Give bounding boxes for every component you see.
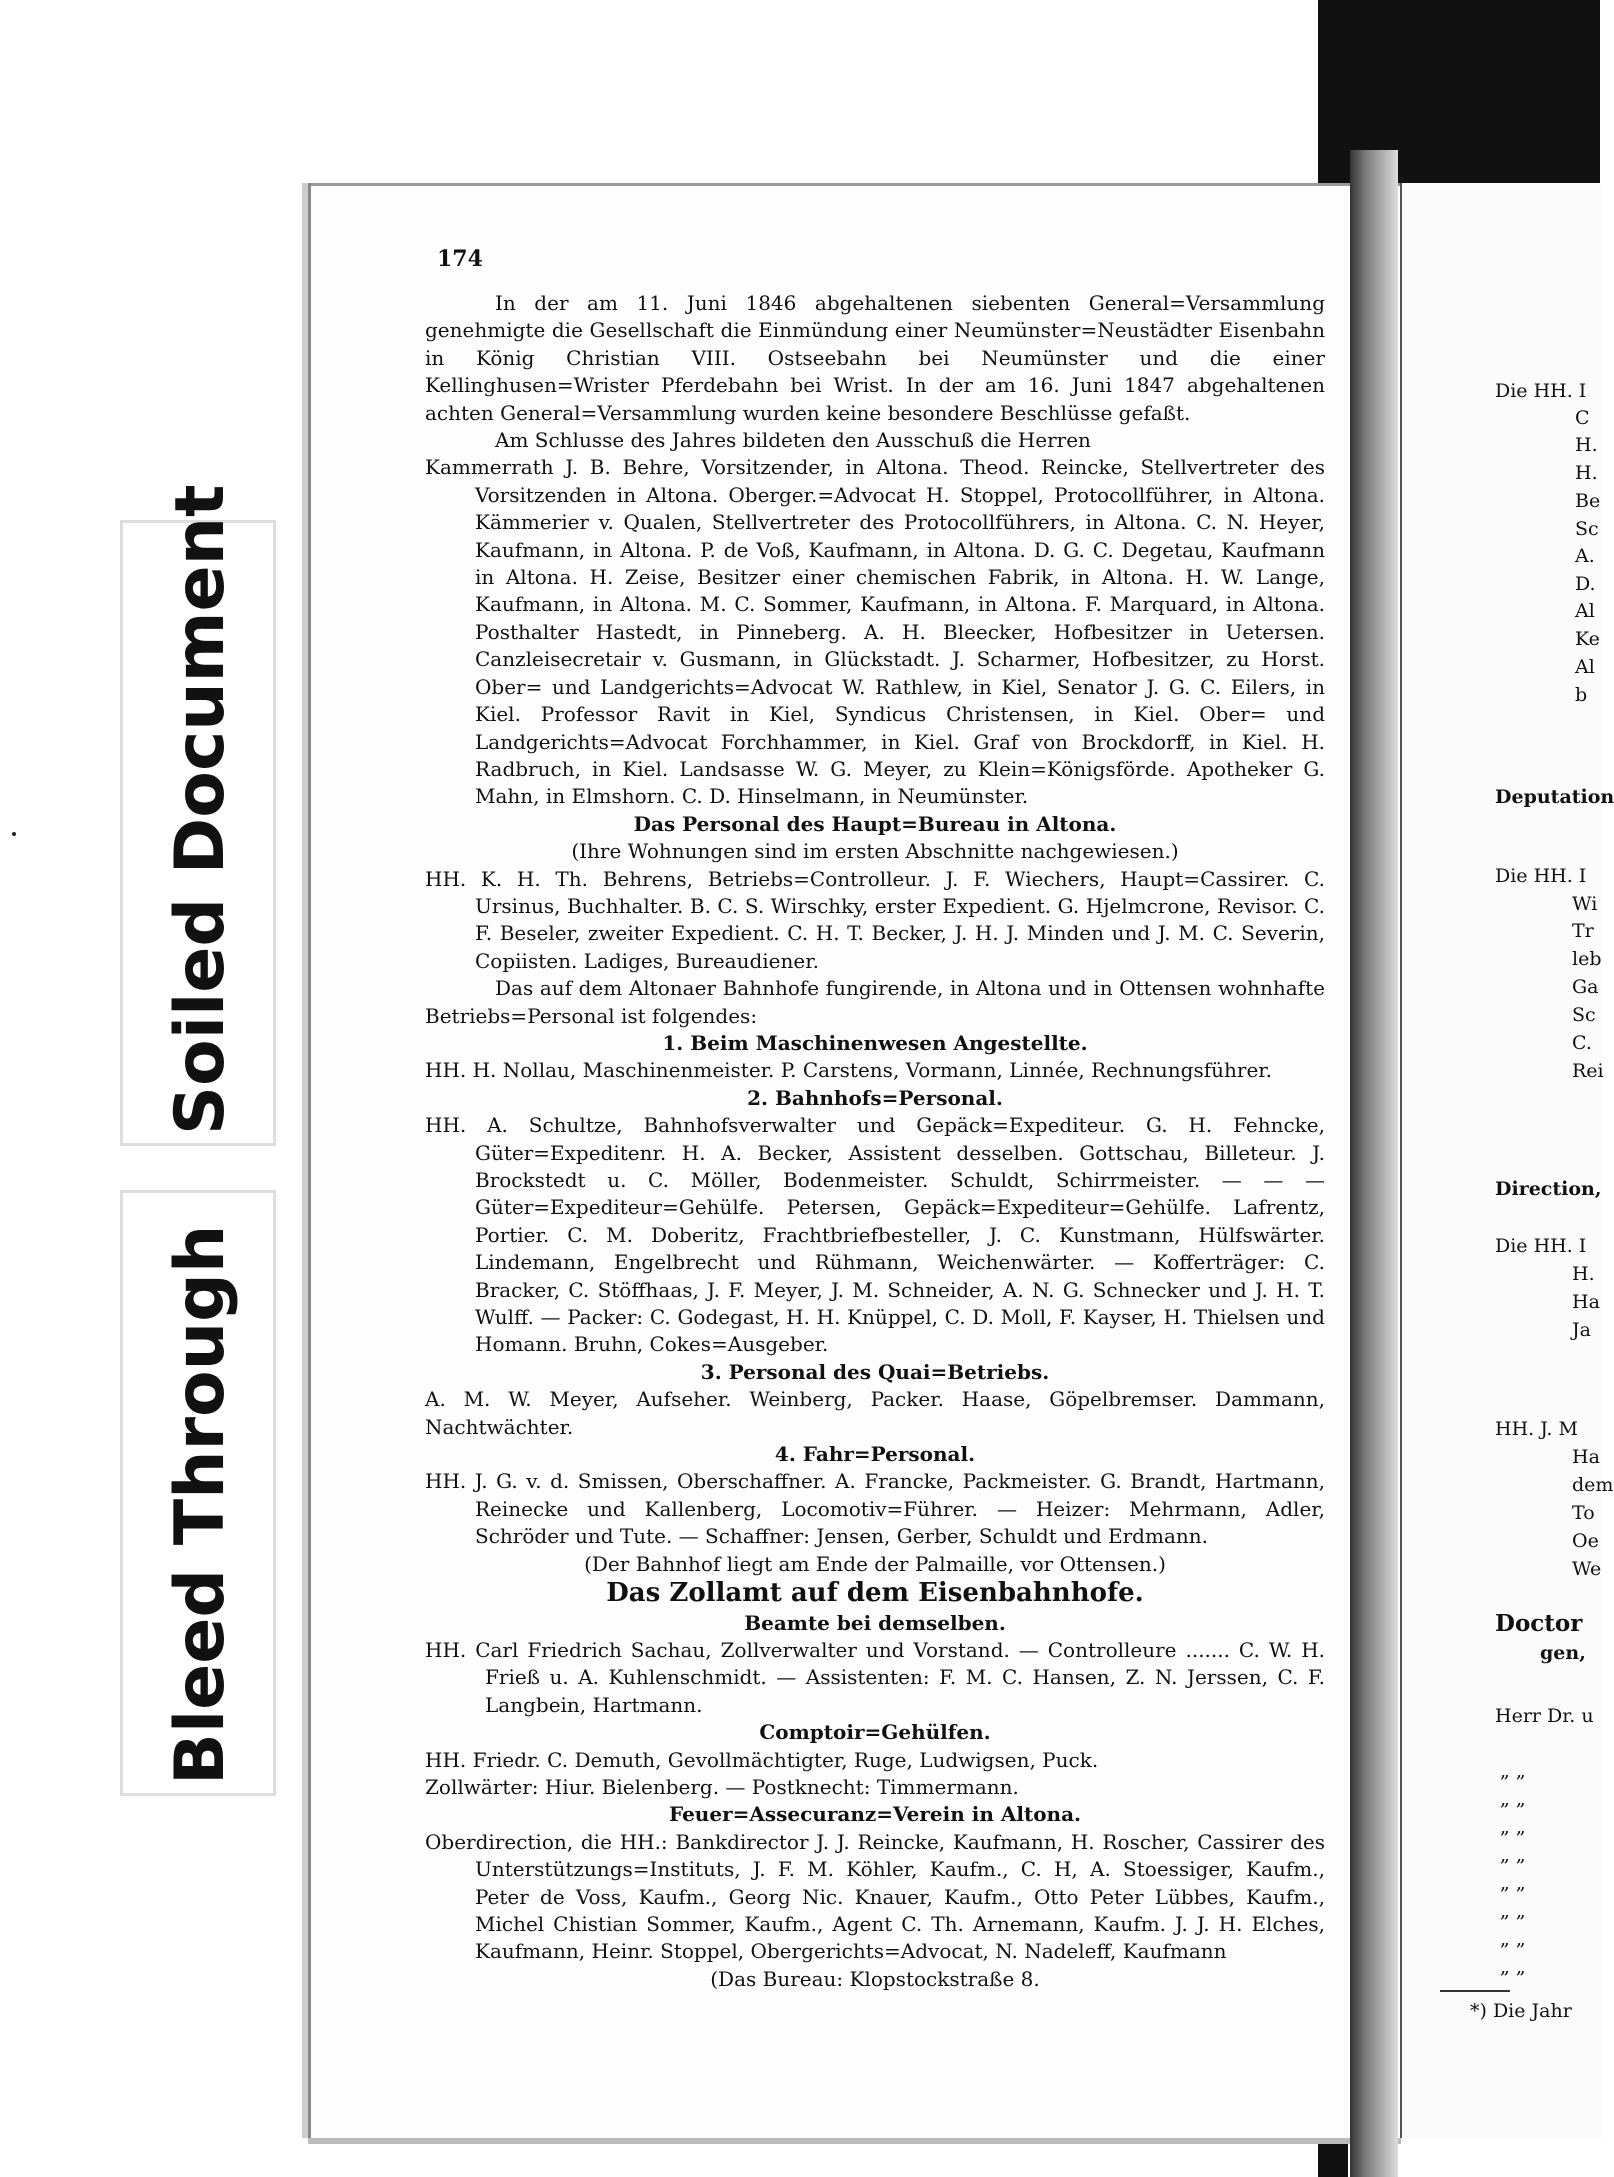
footnote: *) Die Jahr (1470, 2000, 1572, 2022)
right-fragment: H. (1572, 1263, 1595, 1285)
heading-personal-haupt-bureau: Das Personal des Haupt=Bureau in Altona. (633, 811, 1117, 836)
subheading-wohnungen: (Ihre Wohnungen sind im ersten Abschnitte nachgewiesen.) (571, 839, 1179, 864)
right-fragment: A. (1575, 545, 1595, 567)
soiled-document-label (120, 484, 276, 1146)
right-fragment: HH. J. M (1495, 1418, 1578, 1440)
paragraph-fahr-personal: HH. J. G. v. d. Smissen, Oberschaffner. A. Francke, Packmeister. G. Brandt, Hartmann, Reinecke und Kallenberg, Locomotiv=Führer. — Heizer: Mehrmann, Adler, Schröder und Tute. — Schaffner: Jensen, Gerber, Schuldt und Erdmann. (425, 1469, 1325, 1549)
right-fragment: Be (1575, 490, 1601, 512)
paragraph-bahnhofs-personal: HH. A. Schultze, Bahnhofsverwalter und Gepäck=Expediteur. G. H. Fehncke, Güter=Expeditenr. H. A. Becker, Assistent desselben. Gottschau, Billeteur. J. Brockstedt u. C. Möller, Bodenmeister. Schuldt, Schirrmeister. — — — Güter=Expediteur=Gehülfe. Petersen, Gepäck=Expediteur=Gehülfe. Lafrentz, Portier. C. M. Doberitz, Frachtbriefbesteller, J. C. Kunstmann, Hülfswärter. Lindemann, Engelbrecht und Rühmann, Weichenwärter. — Kofferträger: C. Bracker, C. Stöffhaas, J. F. Meyer, J. M. Schneider, A. N. G. Schnecker und J. H. T. Wulff. — Packer: C. Godegast, H. H. Knüppel, C. D. Moll, F. Kayser, H. Thielsen und Homann. Bruhn, Cokes=Ausgeber. (425, 1113, 1325, 1357)
footnote-rule (1440, 1990, 1510, 1992)
page-number: 174 (437, 246, 483, 272)
right-fragment: Ja (1572, 1319, 1591, 1341)
heading-comptoir-gehuelfen: Comptoir=Gehülfen. (759, 1720, 991, 1745)
ditto-marks: „ „ (1500, 1900, 1526, 1922)
ditto-marks: „ „ (1500, 1816, 1526, 1838)
right-heading-deputation: Deputation (1495, 786, 1614, 808)
ditto-marks: „ „ (1500, 1956, 1526, 1978)
paragraph-ausschuss-members: Kammerrath J. B. Behre, Vorsitzender, in Altona. Theod. Reincke, Stellvertreter des Vorsitzenden in Altona. Oberger.=Advocat H. Stoppel, Protocollführer, in Altona. Kämmerier v. Qualen, Stellvertreter des Protocollführers, in Altona. C. N. Heyer, Kaufmann, in Altona. P. de Voß, Kaufmann, in Altona. D. G. C. Degetau, Kaufmann in Altona. H. Zeise, Besitzer einer chemischen Fabrik, in Altona. H. W. Lange, Kaufmann, in Altona. M. C. Sommer, Kaufmann, in Altona. F. Marquard, in Altona. Posthalter Hastedt, in Pinneberg. A. H. Bleecker, Hofbesitzer in Uetersen. Canzleisecretair v. Gusmann, in Glückstadt. J. Scharmer, Hofbesitzer, zu Horst. Ober= und Landgerichts=Advocat W. Rathlew, in Kiel, Senator J. G. C. Eilers, in Kiel. Professor Ravit in Kiel, Syndicus Christensen, in Kiel. Ober= und Landgerichts=Advocat Forchhammer, in Kiel. Graf von Brockdorff, in Kiel. H. Radbruch, in Kiel. Landsasse W. G. Meyer, zu Klein=Königsförde. Apotheker G. Mahn, in Elmshorn. C. D. Hinselmann, in Neumünster. (425, 455, 1325, 809)
paragraph-zollamt: HH. Carl Friedrich Sachau, Zollverwalter und Vorstand. — Controlleure ....... C. W. H. Frieß u. A. Kuhlenschmidt. — Assistenten: F. M. C. Hansen, Z. N. Jerssen, C. F. Langbein, Hartmann. (425, 1637, 1325, 1717)
right-fragment: Ha (1572, 1446, 1600, 1468)
ditto-marks: „ „ (1500, 1872, 1526, 1894)
right-fragment: Die HH. I (1495, 380, 1587, 402)
right-fragment: H. (1575, 434, 1598, 456)
speck (12, 832, 16, 836)
ditto-marks: „ „ (1500, 1844, 1526, 1866)
paragraph-quai-betrieb: A. M. W. Meyer, Aufseher. Weinberg, Packer. Haase, Göpelbremser. Dammann, Nachtwächter. (425, 1387, 1325, 1439)
page-edge (311, 183, 1401, 186)
paragraph-oberdirection: Oberdirection, die HH.: Bankdirector J. J. Reincke, Kaufmann, H. Roscher, Cassirer des Unterstützungs=Instituts, J. F. M. Köhler, Kaufm., C. H, A. Stoessiger, Kaufm., Peter de Voss, Kaufm., Georg Nic. Knauer, Kaufm., Otto Peter Lübbes, Kaufm., Michel Chistian Sommer, Kaufm., Agent C. Th. Arnemann, Kaufm. J. J. H. Elches, Kaufmann, Heinr. Stoppel, Obergerichts=Advocat, N. Nadeleff, Kaufmann (425, 1829, 1325, 1964)
right-fragment: C (1575, 407, 1590, 429)
ditto-marks: „ „ (1500, 1928, 1526, 1950)
heading-bahnhofs-personal: 2. Bahnhofs=Personal. (747, 1085, 1003, 1110)
right-fragment: Sc (1575, 518, 1599, 540)
bleed-through-label (120, 1190, 276, 1796)
paragraph-maschinenwesen: HH. H. Nollau, Maschinenmeister. P. Carstens, Vormann, Linnée, Rechnungsführer. (425, 1058, 1273, 1083)
bahnhof-location-note: (Der Bahnhof liegt am Ende der Palmaille, vor Ottensen.) (584, 1551, 1166, 1576)
ditto-marks: „ „ (1500, 1788, 1526, 1810)
ditto-marks: „ „ (1500, 1760, 1526, 1782)
heading-quai-betrieb: 3. Personal des Quai=Betriebs. (700, 1359, 1050, 1384)
heading-feuer-assecuranz: Feuer=Assecuranz=Verein in Altona. (668, 1802, 1082, 1827)
right-fragment: Die HH. I (1495, 865, 1587, 887)
right-fragment: b (1575, 684, 1588, 706)
soiled-document-text: Soiled Document (161, 484, 240, 1135)
right-fragment: Herr Dr. u (1495, 1705, 1594, 1727)
right-fragment: gen, (1540, 1642, 1586, 1664)
right-fragment: D. (1575, 573, 1596, 595)
paragraph-betriebs-personal: Das auf dem Altonaer Bahnhofe fungirende, in Altona und in Ottensen wohnhafte Betriebs=Personal ist folgendes: (425, 976, 1325, 1028)
heading-zollamt: Das Zollamt auf dem Eisenbahnhofe. (606, 1578, 1144, 1609)
paragraph-ausschuss-intro: Am Schlusse des Jahres bildeten den Ausschuß die Herren (495, 428, 1091, 453)
heading-beamte: Beamte bei demselben. (744, 1610, 1006, 1635)
right-heading-direction: Direction, (1495, 1178, 1602, 1200)
gutter-shadow (1350, 150, 1398, 2177)
right-fragment: To (1572, 1502, 1595, 1524)
heading-maschinenwesen: 1. Beim Maschinenwesen Angestellte. (662, 1030, 1088, 1055)
right-fragment: Die HH. I (1495, 1235, 1587, 1257)
right-fragment: Al (1575, 600, 1595, 622)
heading-fahr-personal: 4. Fahr=Personal. (774, 1442, 976, 1467)
bureau-address: (Das Bureau: Klopstockstraße 8. (710, 1966, 1040, 1991)
right-fragment: Rei (1572, 1060, 1604, 1082)
bleed-through-text: Bleed Through (161, 1224, 240, 1785)
right-fragment: We (1572, 1558, 1602, 1580)
right-fragment: Al (1575, 656, 1595, 678)
right-fragment: Ga (1572, 976, 1599, 998)
right-fragment: Ha (1572, 1291, 1600, 1313)
paragraph-personal: HH. K. H. Th. Behrens, Betriebs=Controlleur. J. F. Wiechers, Haupt=Cassirer. C. Ursinus, Buchhalter. B. C. S. Wirschky, erster Expedient. G. Hjelmcrone, Revisor. C. F. Beseler, zweiter Expedient. C. H. T. Becker, J. H. J. Minden und J. M. C. Severin, Copiisten. Ladiges, Bureaudiener. (425, 866, 1325, 973)
right-fragment: Oe (1572, 1530, 1599, 1552)
right-fragment: leb (1572, 948, 1602, 970)
paragraph-comptoir: HH. Friedr. C. Demuth, Gevollmächtigter, Ruge, Ludwigsen, Puck. (425, 1747, 1099, 1772)
right-fragment: Wi (1572, 893, 1598, 915)
paragraph-zollwaerter: Zollwärter: Hiur. Bielenberg. — Postknecht: Timmermann. (425, 1774, 1019, 1799)
right-fragment: Tr (1572, 920, 1594, 942)
right-fragment: C. (1572, 1032, 1592, 1054)
paragraph-general-versammlung: In der am 11. Juni 1846 abgehaltenen siebenten General=Versammlung genehmigte die Gesellschaft die Einmündung einer Neumünster=Neustädter Eisenbahn in König Christian VIII. Ostseebahn bei Neumünster und die einer Kellinghusen=Wrister Pferdebahn bei Wrist. In der am 16. Juni 1847 abgehaltenen achten General=Versammlung wurden keine besondere Beschlüsse gefaßt. (425, 291, 1325, 425)
right-fragment: H. (1575, 462, 1598, 484)
right-fragment: dem (1572, 1474, 1614, 1496)
right-fragment: Ke (1575, 628, 1600, 650)
right-heading-doctor: Doctor (1495, 1610, 1583, 1637)
right-fragment: Sc (1572, 1004, 1596, 1026)
main-text-block (425, 240, 1325, 1993)
